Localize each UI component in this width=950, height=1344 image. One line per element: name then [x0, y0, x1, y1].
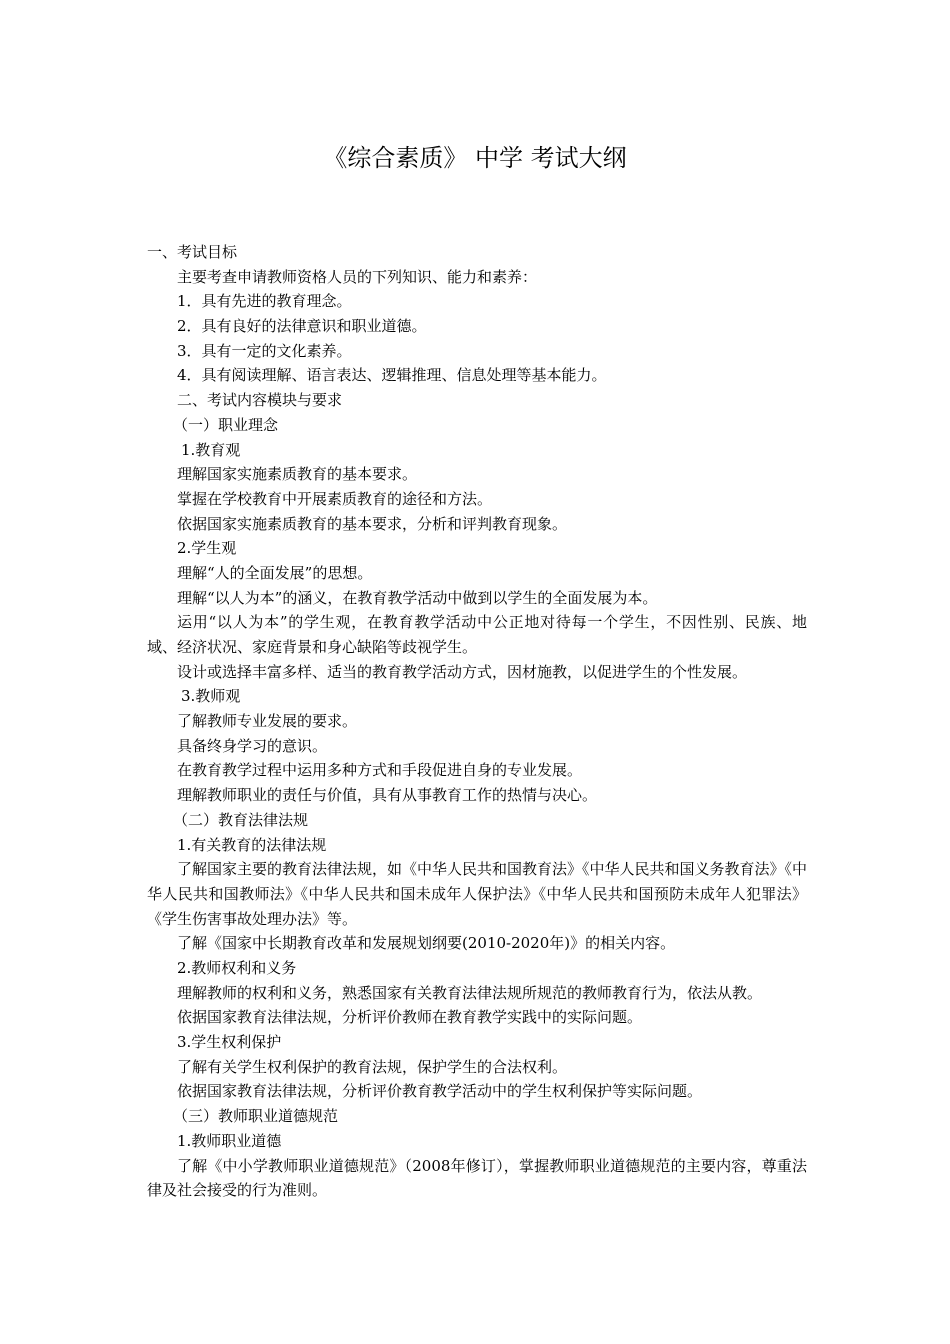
paragraph: 运用“以人为本”的学生观，在教育教学活动中公正地对待每一个学生，不因性别、民族、地域、经济状况、家庭背景和身心缺陷等歧视学生。 — [147, 613, 807, 657]
subsection-heading: （一）职业理念 — [173, 415, 279, 434]
paragraph: 设计或选择丰富多样、适当的教育教学活动方式，因材施教，以促进学生的个性发展。 — [177, 662, 748, 681]
paragraph: 了解有关学生权利保护的教育法规，保护学生的合法权利。 — [177, 1057, 568, 1076]
paragraph: 了解国家主要的教育法律法规，如《中华人民共和国教育法》《中华人民共和国义务教育法》《中华人民共和国教师法》《中华人民共和国未成年人保护法》《中华人民共和国预防未成年人犯罪法》《学生伤害事故处理办法》等。 — [147, 860, 808, 928]
paragraph: 掌握在学校教育中开展素质教育的途径和方法。 — [177, 489, 493, 508]
list-item: 2．具有良好的法律意识和职业道德。 — [177, 317, 427, 336]
list-item: 4．具有阅读理解、语言表达、逻辑推理、信息处理等基本能力。 — [177, 366, 607, 385]
list-item: 3．具有一定的文化素养。 — [177, 341, 352, 360]
paragraph: 在教育教学过程中运用多种方式和手段促进自身的专业发展。 — [177, 761, 583, 780]
topic-heading: 2.学生观 — [177, 539, 237, 558]
section-heading-1: 一、考试目标 — [147, 243, 238, 261]
paragraph: 了解教师专业发展的要求。 — [177, 712, 358, 731]
paragraph: 依据国家实施素质教育的基本要求，分析和评判教育现象。 — [177, 514, 568, 533]
topic-heading: 1.教师职业道德 — [177, 1131, 282, 1150]
topic-heading: 3.学生权利保护 — [177, 1033, 282, 1052]
document-body — [147, 240, 807, 1203]
page-title: 《综合素质》 中学 考试大纲 — [323, 144, 627, 172]
paragraph: 理解教师的权利和义务，熟悉国家有关教育法律法规所规范的教师教育行为，依法从教。 — [177, 983, 763, 1002]
topic-heading: 2.教师权利和义务 — [177, 959, 297, 978]
paragraph: 依据国家教育法律法规，分析评价教师在教育教学实践中的实际问题。 — [177, 1008, 643, 1027]
subsection-heading: （二）教育法律法规 — [173, 810, 309, 829]
paragraph: 主要考查申请教师资格人员的下列知识、能力和素养： — [177, 267, 538, 286]
paragraph: 依据国家教育法律法规，分析评价教育教学活动中的学生权利保护等实际问题。 — [177, 1082, 703, 1101]
paragraph: 理解“人的全面发展”的思想。 — [177, 563, 373, 582]
paragraph: 具备终身学习的意识。 — [177, 736, 328, 755]
paragraph: 了解《中小学教师职业道德规范》（2008年修订），掌握教师职业道德规范的主要内容，尊重法律及社会接受的行为准则。 — [147, 1156, 807, 1200]
paragraph: 理解教师职业的责任与价值，具有从事教育工作的热情与决心。 — [177, 786, 598, 805]
paragraph: 理解“以人为本”的涵义，在教育教学活动中做到以学生的全面发展为本。 — [177, 588, 658, 607]
topic-heading: 3.教师观 — [181, 687, 241, 706]
subsection-heading: （三）教师职业道德规范 — [173, 1107, 339, 1126]
list-item: 1．具有先进的教育理念。 — [177, 292, 352, 311]
topic-heading: 1.有关教育的法律法规 — [177, 835, 327, 854]
paragraph: 了解《国家中长期教育改革和发展规划纲要(2010-2020年)》的相关内容。 — [177, 934, 676, 953]
topic-heading: 1.教育观 — [181, 440, 241, 459]
paragraph: 理解国家实施素质教育的基本要求。 — [177, 465, 418, 484]
section-heading-2: 二、考试内容模块与要求 — [177, 391, 343, 410]
